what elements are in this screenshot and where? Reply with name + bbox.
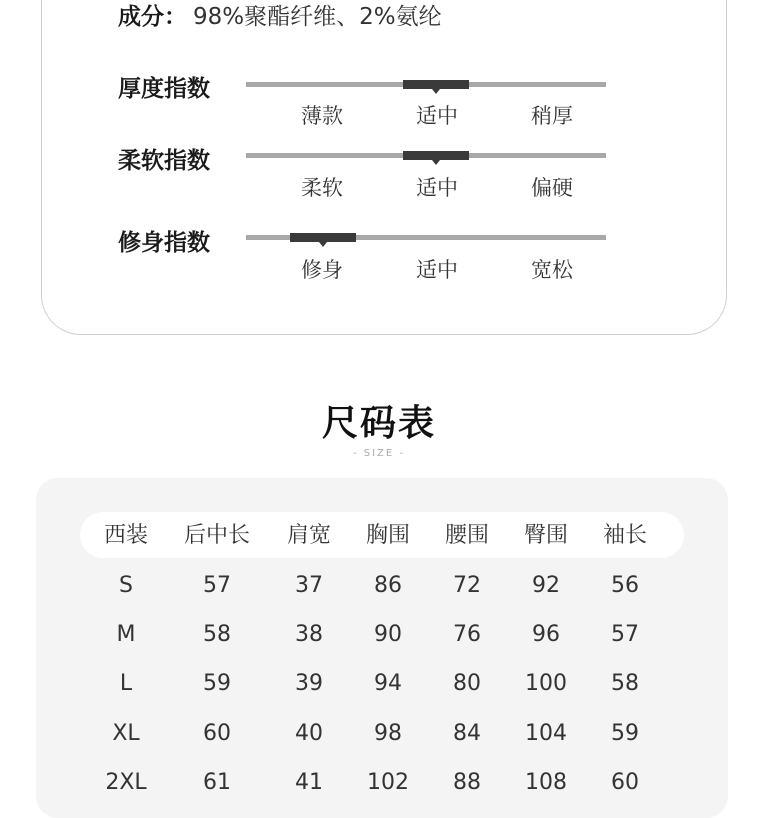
thickness-index-label: 厚度指数 — [118, 76, 210, 102]
size-table-value-cell: 37 — [295, 573, 323, 598]
size-table-value-cell: 57 — [203, 573, 231, 598]
size-table-value-cell: 38 — [295, 622, 323, 647]
slimfit-option: 适中 — [416, 258, 458, 282]
size-table-header-cell: 胸围 — [365, 523, 410, 548]
size-table-value-cell: 56 — [611, 573, 639, 598]
size-table-value-cell: 60 — [611, 770, 639, 795]
size-table-value-cell: 39 — [295, 671, 323, 696]
size-table-value-cell: 80 — [453, 671, 481, 696]
size-table-header-cell: 肩宽 — [286, 523, 331, 548]
size-table-header-cell: 腰围 — [444, 523, 489, 548]
slimfit-option: 宽松 — [531, 258, 573, 282]
size-table-size-cell: L — [119, 671, 133, 696]
size-table-value-cell: 90 — [374, 622, 402, 647]
size-table-header-cell: 臀围 — [523, 523, 568, 548]
size-table-value-cell: 94 — [374, 671, 402, 696]
softness-option: 柔软 — [301, 176, 343, 200]
size-table-value-cell: 92 — [532, 573, 560, 598]
size-table-size-cell: 2XL — [105, 770, 147, 795]
composition-label: 成分： — [118, 4, 187, 30]
slimfit-index-marker — [290, 233, 356, 242]
size-table-value-cell: 58 — [203, 622, 231, 647]
size-table-value-cell: 40 — [295, 721, 323, 746]
size-table-value-cell: 84 — [453, 721, 481, 746]
size-table-value-cell: 61 — [203, 770, 231, 795]
size-table-value-cell: 57 — [611, 622, 639, 647]
slimfit-index-track — [246, 235, 606, 240]
size-table-value-cell: 41 — [295, 770, 323, 795]
size-table-value-cell: 72 — [453, 573, 481, 598]
composition-line — [118, 0, 442, 34]
softness-option: 偏硬 — [531, 176, 573, 200]
composition-value: 98%聚酯纤维、2%氨纶 — [193, 4, 442, 30]
size-table-size-cell: XL — [112, 721, 140, 746]
size-table-value-cell: 100 — [525, 671, 567, 696]
size-table-value-cell: 98 — [374, 721, 402, 746]
softness-index-label: 柔软指数 — [118, 148, 210, 174]
size-table-value-cell: 104 — [525, 721, 567, 746]
size-table-value-cell: 88 — [453, 770, 481, 795]
size-chart-subtitle: - SIZE - — [352, 448, 406, 459]
thickness-index-track — [246, 82, 606, 87]
size-table-value-cell: 102 — [367, 770, 409, 795]
thickness-option: 适中 — [416, 104, 458, 128]
size-table-value-cell: 76 — [453, 622, 481, 647]
softness-option: 适中 — [416, 176, 458, 200]
thickness-option: 薄款 — [301, 104, 343, 128]
size-table-size-cell: M — [116, 622, 136, 647]
softness-index-track — [246, 153, 606, 158]
softness-index-marker — [403, 151, 469, 160]
slimfit-option: 修身 — [301, 258, 343, 282]
size-table-header-cell: 后中长 — [183, 523, 250, 548]
thickness-option: 稍厚 — [531, 104, 573, 128]
size-table-value-cell: 96 — [532, 622, 560, 647]
size-table-header-cell: 西装 — [103, 523, 148, 548]
thickness-index-marker — [403, 80, 469, 89]
size-table-value-cell: 59 — [203, 671, 231, 696]
size-table-value-cell: 108 — [525, 770, 567, 795]
size-table-header-cell: 袖长 — [602, 523, 647, 548]
size-table-value-cell: 58 — [611, 671, 639, 696]
slimfit-index-label: 修身指数 — [118, 230, 210, 256]
size-table-value-cell: 86 — [374, 573, 402, 598]
size-chart-title: 尺码表 — [321, 402, 436, 444]
size-table-value-cell: 60 — [203, 721, 231, 746]
size-table-size-cell: S — [119, 573, 133, 598]
size-table-value-cell: 59 — [611, 721, 639, 746]
